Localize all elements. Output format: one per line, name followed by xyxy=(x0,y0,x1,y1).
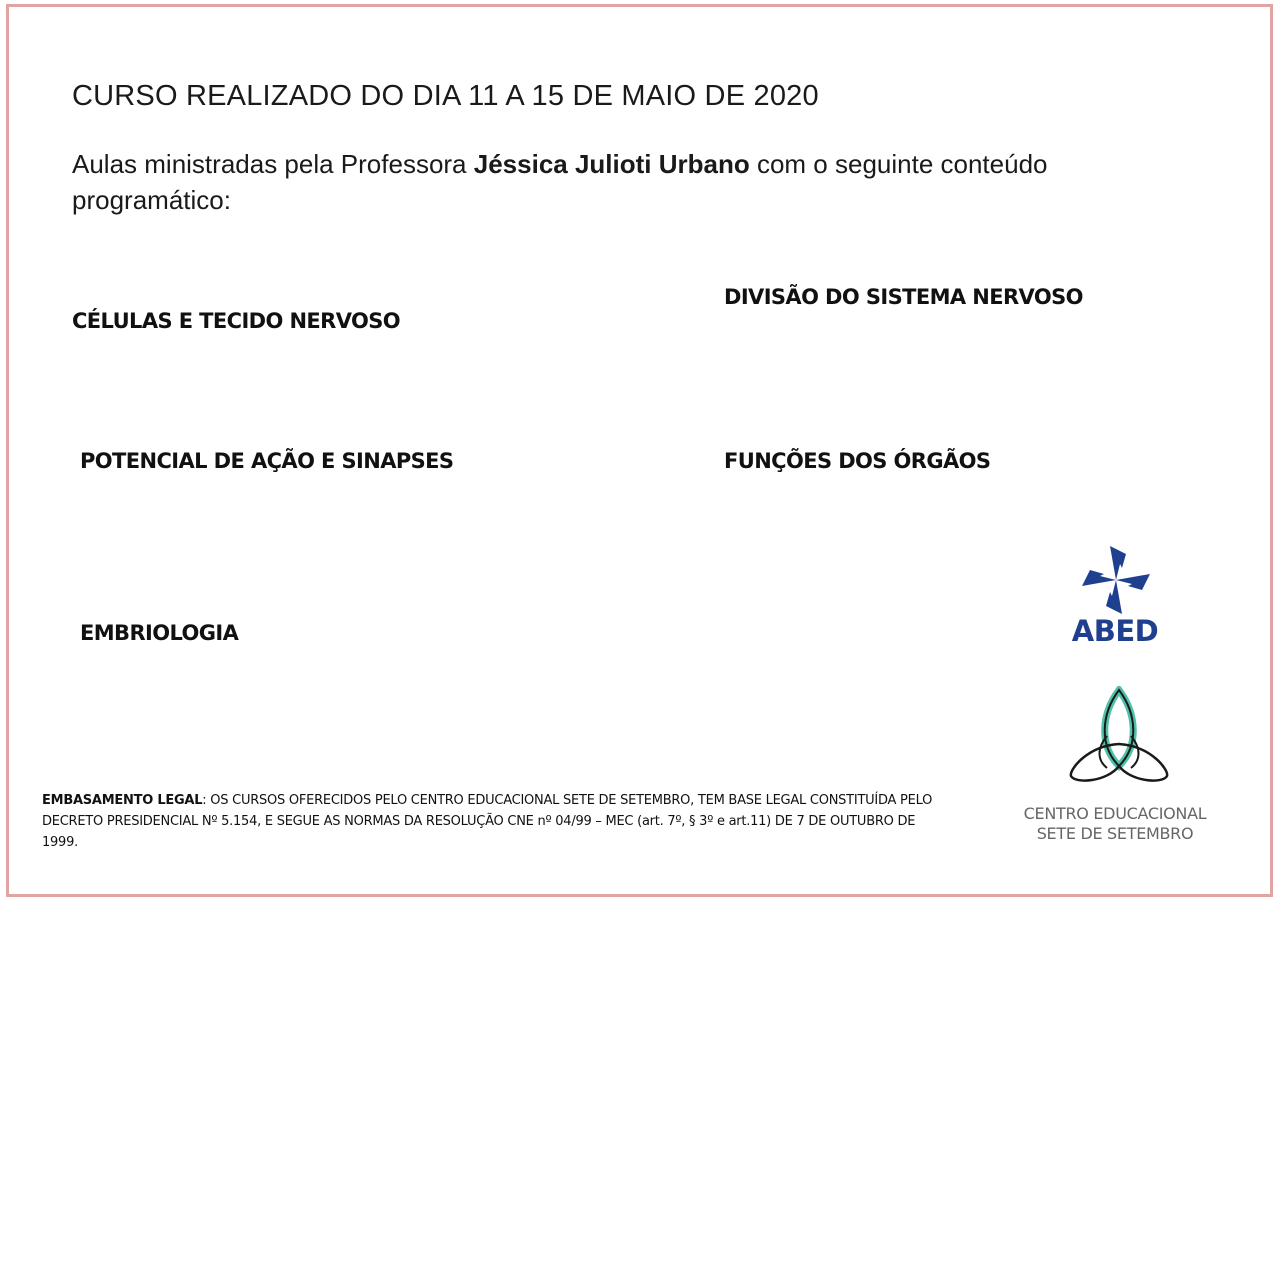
legal-basis-body: : OS CURSOS OFERECIDOS PELO CENTRO EDUCACIONAL SETE DE SETEMBRO, TEM BASE LEGAL CONSTITUÍDA PELO DECRETO PRESIDENCIAL Nº 5.154, E SEGUE AS NORMAS DA RESOLUÇÃO CNE nº 04/99 – MEC (art. 7º, § 3º e art.11) DE 7 DE OUTUBRO DE 1999. xyxy=(42,793,933,850)
legal-basis-label: EMBASAMENTO LEGAL xyxy=(42,793,203,808)
abed-pinwheel-icon xyxy=(1080,542,1152,618)
course-dates-title: CURSO REALIZADO DO DIA 11 A 15 DE MAIO DE 2020 xyxy=(72,80,819,112)
topic-divisao: DIVISÃO DO SISTEMA NERVOSO xyxy=(724,285,1083,309)
topic-potencial: POTENCIAL DE AÇÃO E SINAPSES xyxy=(80,449,454,473)
legal-basis-text xyxy=(42,790,947,853)
intro-text-before: Aulas ministradas pela Professora xyxy=(72,149,474,179)
intro-paragraph xyxy=(72,146,1102,218)
triquetra-icon xyxy=(1067,686,1171,786)
abed-logo xyxy=(1060,542,1170,654)
topic-embriologia: EMBRIOLOGIA xyxy=(80,621,239,645)
centro-educacional-wordmark xyxy=(1010,804,1220,844)
cess-line-2: SETE DE SETEMBRO xyxy=(1036,824,1194,843)
intro-text-after: com o seguinte conteúdo programático: xyxy=(72,149,1048,215)
cess-line-1: CENTRO EDUCACIONAL xyxy=(1023,804,1207,823)
abed-wordmark: ABED xyxy=(1071,614,1159,648)
topic-funcoes: FUNÇÕES DOS ÓRGÃOS xyxy=(724,449,991,473)
topic-celulas: CÉLULAS E TECIDO NERVOSO xyxy=(72,309,401,333)
centro-educacional-logo xyxy=(1010,686,1220,851)
teacher-name: Jéssica Julioti Urbano xyxy=(473,149,750,179)
